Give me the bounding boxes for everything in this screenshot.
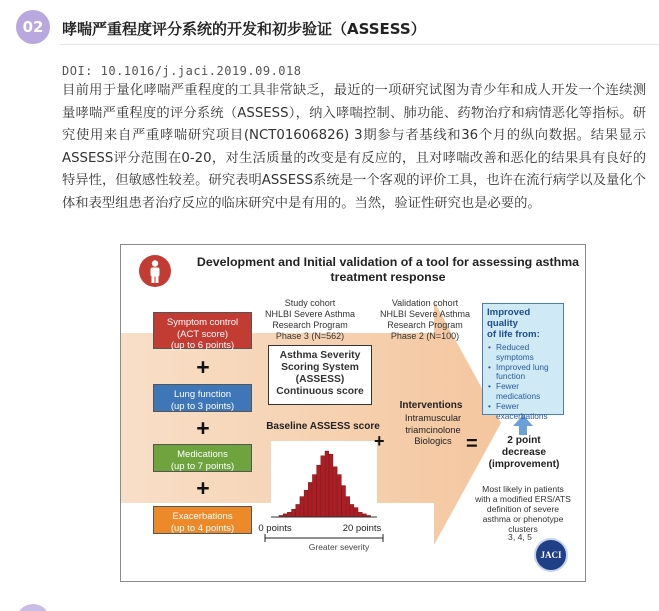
plus-sign: + xyxy=(196,354,210,380)
abstract-paragraph: 目前用于量化哮喘严重程度的工具非常缺乏，最近的一项研究试图为青少年和成人开发一个连续测量哮喘严重程度的评分系统（ASSESS），纳入哮喘控制、肺功能、药物治疗和病情恶化等指标。研究使用来自严重哮喘研究项目(NCT01606826) 3期参与者基线和36个月的纵向数据。结果显示ASSESS评分范围在0-20，对生活质量的改变是有反应的，且对哮喘改善和恶化的结果具有良好的特异性，但敏感性较差。研究表明ASSESS系统是一个客观的评价工具，也许在流行病学以及量化个体和表型组患者治疗反应的临床研究中是有用的。当然，验证性研究也是必要的。 xyxy=(62,83,646,211)
histogram-bar xyxy=(342,486,346,517)
improvement-list xyxy=(487,343,559,421)
list-item: • Fewer medications xyxy=(487,382,559,402)
exacerbations-box: Exacerbations (up to 4 points) xyxy=(153,506,252,534)
baseline-score-label: Baseline ASSESS score xyxy=(266,421,380,432)
histogram-bar xyxy=(304,490,308,517)
histogram-bar xyxy=(312,475,316,517)
histogram-bar xyxy=(308,482,312,517)
study-cohort-label: Study cohort NHLBI Severe Asthma Research Program Phase 3 (N=562) xyxy=(264,298,356,341)
interventions-heading: Interventions xyxy=(399,400,463,411)
histogram-bar xyxy=(333,467,337,517)
point-decrease-label: 2 point decrease (improvement) xyxy=(488,435,560,470)
article-title: 哮喘严重程度评分系统的开发和初步验证（ASSESS） xyxy=(62,20,426,38)
histogram-bar xyxy=(346,497,350,517)
interventions-list: Intramuscular triamcinolone Biologics xyxy=(404,413,462,446)
figure-title: Development and Initial validation of a tool for assessing asthma treatment response xyxy=(196,255,580,284)
histogram-bar xyxy=(325,451,329,517)
section-number-badge: 02 xyxy=(16,10,50,44)
validation-cohort-label: Validation cohort NHLBI Severe Asthma Research Program Phase 2 (N=100) xyxy=(379,298,471,341)
histogram-bar xyxy=(321,456,325,517)
equals-sign: = xyxy=(466,433,478,455)
greater-severity-label: Greater severity xyxy=(308,542,370,552)
graphical-abstract-figure xyxy=(120,244,586,582)
next-section-badge xyxy=(16,604,50,611)
plus-sign: + xyxy=(196,415,210,441)
list-item: • Reduced symptoms xyxy=(487,343,559,363)
histogram-bar xyxy=(338,475,342,517)
list-item: • Fewer exacerbations xyxy=(487,402,559,422)
histogram-bar xyxy=(292,509,296,517)
histogram-bar xyxy=(350,504,354,517)
lung-function-box: Lung function (up to 3 points) xyxy=(153,384,252,412)
histogram-bar xyxy=(287,512,291,517)
histogram-bar xyxy=(300,497,304,517)
histogram-bar xyxy=(329,454,333,517)
axis-min-label: 0 points xyxy=(258,523,292,534)
improved-quality-heading: Improved quality of life from: xyxy=(487,307,540,340)
histogram-bar xyxy=(354,508,358,517)
histogram-bar xyxy=(296,504,300,517)
person-icon xyxy=(139,255,171,287)
symptom-control-box: Symptom control (ACT score) (up to 6 points) xyxy=(153,312,252,349)
likely-patients-note: Most likely in patients with a modified ERS/ATS definition of severe asthma or phenotype clusters xyxy=(475,484,571,534)
list-item: • Improved lung function xyxy=(487,363,559,383)
doi-line[interactable]: DOI: 10.1016/j.jaci.2019.09.018 xyxy=(62,64,302,78)
jaci-logo: JACI xyxy=(534,538,568,572)
histogram-bar xyxy=(358,512,362,517)
axis-max-label: 20 points xyxy=(342,523,382,534)
plus-sign: + xyxy=(196,475,210,501)
assess-score-box: Asthma Severity Scoring System (ASSESS) Continuous score xyxy=(268,345,372,405)
plus-sign: + xyxy=(374,431,385,451)
improved-quality-box xyxy=(482,303,564,421)
reference-numbers: 3, 4, 5 xyxy=(508,532,532,542)
title-divider xyxy=(60,44,659,45)
medications-box: Medications (up to 7 points) xyxy=(153,444,252,472)
histogram-bar xyxy=(317,465,321,517)
